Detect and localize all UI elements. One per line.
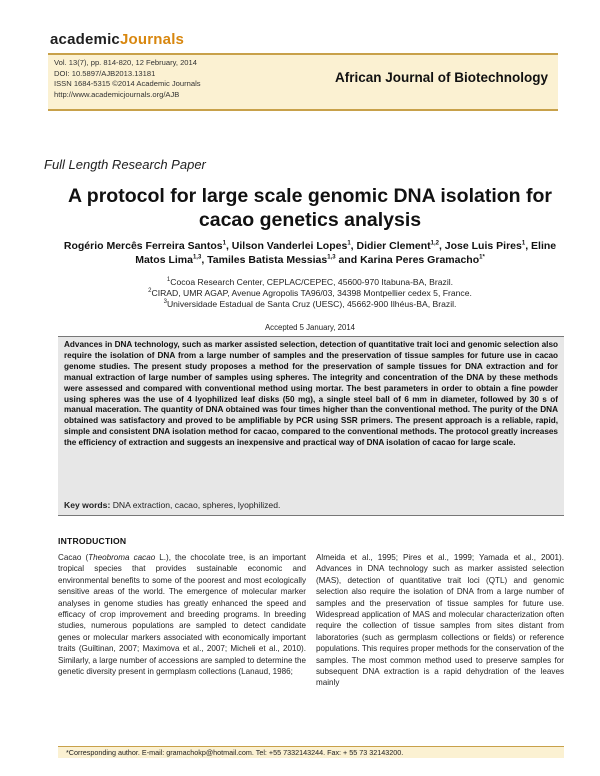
journal-info — [54, 58, 201, 100]
author-name: Eline Matos Lima — [135, 240, 557, 266]
keywords — [64, 500, 280, 510]
author-name: Rogério Mercês Ferreira Santos — [63, 240, 223, 252]
keywords-text: DNA extraction, cacao, spheres, lyophilized. — [112, 500, 281, 510]
logo-part-1: academic — [50, 31, 120, 48]
author-name: Uilson Vanderlei Lopes — [231, 240, 348, 252]
author-name: Didier Clement — [356, 240, 431, 252]
volume-line: Vol. 13(7), pp. 814-820, 12 February, 2014 — [54, 58, 197, 67]
logo-part-2: Journals — [119, 31, 185, 48]
author-affil-mark: 1,3 — [327, 254, 336, 261]
author-name: Karina Peres Gramacho — [360, 254, 480, 266]
corresponding-author-footnote: *Corresponding author. E-mail: gramachokp@hotmail.com. Tel: +55 7332143244. Fax: + 55 73 32143200. — [58, 746, 564, 758]
author-affil-mark: 1* — [479, 254, 485, 261]
author-affil-mark: 1,2 — [430, 240, 439, 247]
accepted-date: Accepted 5 January, 2014 — [264, 323, 355, 332]
author-affil-mark: 1 — [521, 240, 526, 247]
author-name: Tamiles Batista Messias — [207, 254, 328, 266]
body-column-right: Almeida et al., 1995; Pires et al., 1999; Yamada et al., 2001). Advances in DNA technology such as marker assisted selection (MAS), detection of quantitative trait loci (QTL) and genomic selection also require the isolation of DNA from a large number of samples and the preservation of tissue samples for future use. Widespread application of MAS and molecular characterization often require the collection of tissue samples from sites distant from laboratories (such as germplasm collections or fields) or reference populations. This requires proper methods for the conservation of the samples. The most common method used to preserve samples for subsequent DNA extraction is a rapid dehydration of the leaves mainly — [316, 553, 564, 688]
abstract-box — [58, 336, 564, 516]
author-affil-mark: 1 — [347, 240, 351, 247]
journal-url[interactable]: http://www.academicjournals.org/AJB — [54, 89, 180, 99]
body-column-left: Cacao (Theobroma cacao L.), the chocolate tree, is an important tropical species that provides sustainable economic and environmental benefits to some of the poorest and most ecologically sensitive areas of the world. The emergence of molecular marker analyses in genome studies has greatly enhanced the speed and efficacy of crop improvement and breeding programs. In breeding studies, numerous populations are sampled to detect candidate genes or molecular markers associated with economically important traits (Guiltinan, 2007; Maximova et al., 2007; Micheli et al., 2010). Similarly, a large number of accessions are sampled to determine the genetic diversity present in germplasm collections (Lanaud, 1986; — [58, 553, 306, 677]
keywords-label: Key words: — [64, 500, 111, 510]
publisher-logo — [50, 31, 184, 48]
affiliation: $^1$Cocoa Research Center, CEPLAC/CEPEC, 45600-970 Itabuna-BA, Brazil. — [166, 277, 454, 287]
affiliation: $^3$Universidade Estadual de Santa Cruz (UESC), 45662-900 Ilhéus-BA, Brazil. — [163, 299, 457, 309]
journal-header-band — [48, 53, 558, 111]
doi-line: DOI: 10.5897/AJB2013.13181 — [54, 68, 156, 78]
author-list: Rogério Mercês Ferreira Santos$^1$, Uilson Vanderlei Lopes$^1$, Didier Clement$^{1,2}$, Jose Luis Pires$^1$, Eline Matos Lima$^{1,3}$, Tamiles Batista Messias$^{1,3}$ and Karina Peres Gramacho$^{1*}$ — [63, 240, 557, 266]
affiliations — [60, 277, 560, 310]
paper-title: A protocol for large scale genomic DNA isolation for cacao genetics analysis — [68, 185, 552, 231]
abstract-text: Advances in DNA technology, such as marker assisted selection, detection of quantitative trait loci and genomic selection also require the isolation of DNA from a large number of samples and the preservation of tissue samples for future use in cacao genome studies. The present study proposes a method for the preservation of sample tissues for DNA extraction and for manual extraction of large number of samples using spheres. The integrity and concentration of the DNA by these methods were assessed and compared with conventional method using mortar. The best parameters in order to obtain a fine powder using spheres was the use of 4 lyophilized leaf disks (50 mg), a single steel ball of 6 mm in diameter, followed by 30 s of manual maceration. The quantity of DNA obtained was four times higher than the conventional method. The purity of the DNA obtained was satisfactory and proved to be amplifiable by PCR using SSR primers. The present approach is a reliable, rapid, simple and consistent DNA isolation method for cacao, compared to the conventional methods. The protocol greatly increases the efficiency of extraction and suggests an inexpensive and practical way of DNA isolation of cacao for large scale. — [64, 340, 558, 448]
author-affil-mark: 1 — [222, 240, 226, 247]
affiliation: $^2$CIRAD, UMR AGAP, Avenue Agropolis TA96/03, 34398 Montpellier cedex 5, France. — [148, 288, 472, 298]
journal-name: African Journal of Biotechnology — [334, 70, 548, 85]
author-name: Jose Luis Pires — [444, 240, 522, 252]
author-affil-mark: 1,3 — [192, 254, 202, 261]
species-name: Theobroma cacao — [88, 553, 156, 562]
introduction-heading: INTRODUCTION — [58, 536, 127, 546]
paper-type: Full Length Research Paper — [44, 157, 206, 172]
issn-line: ISSN 1684-5315 ©2014 Academic Journals — [54, 79, 201, 88]
